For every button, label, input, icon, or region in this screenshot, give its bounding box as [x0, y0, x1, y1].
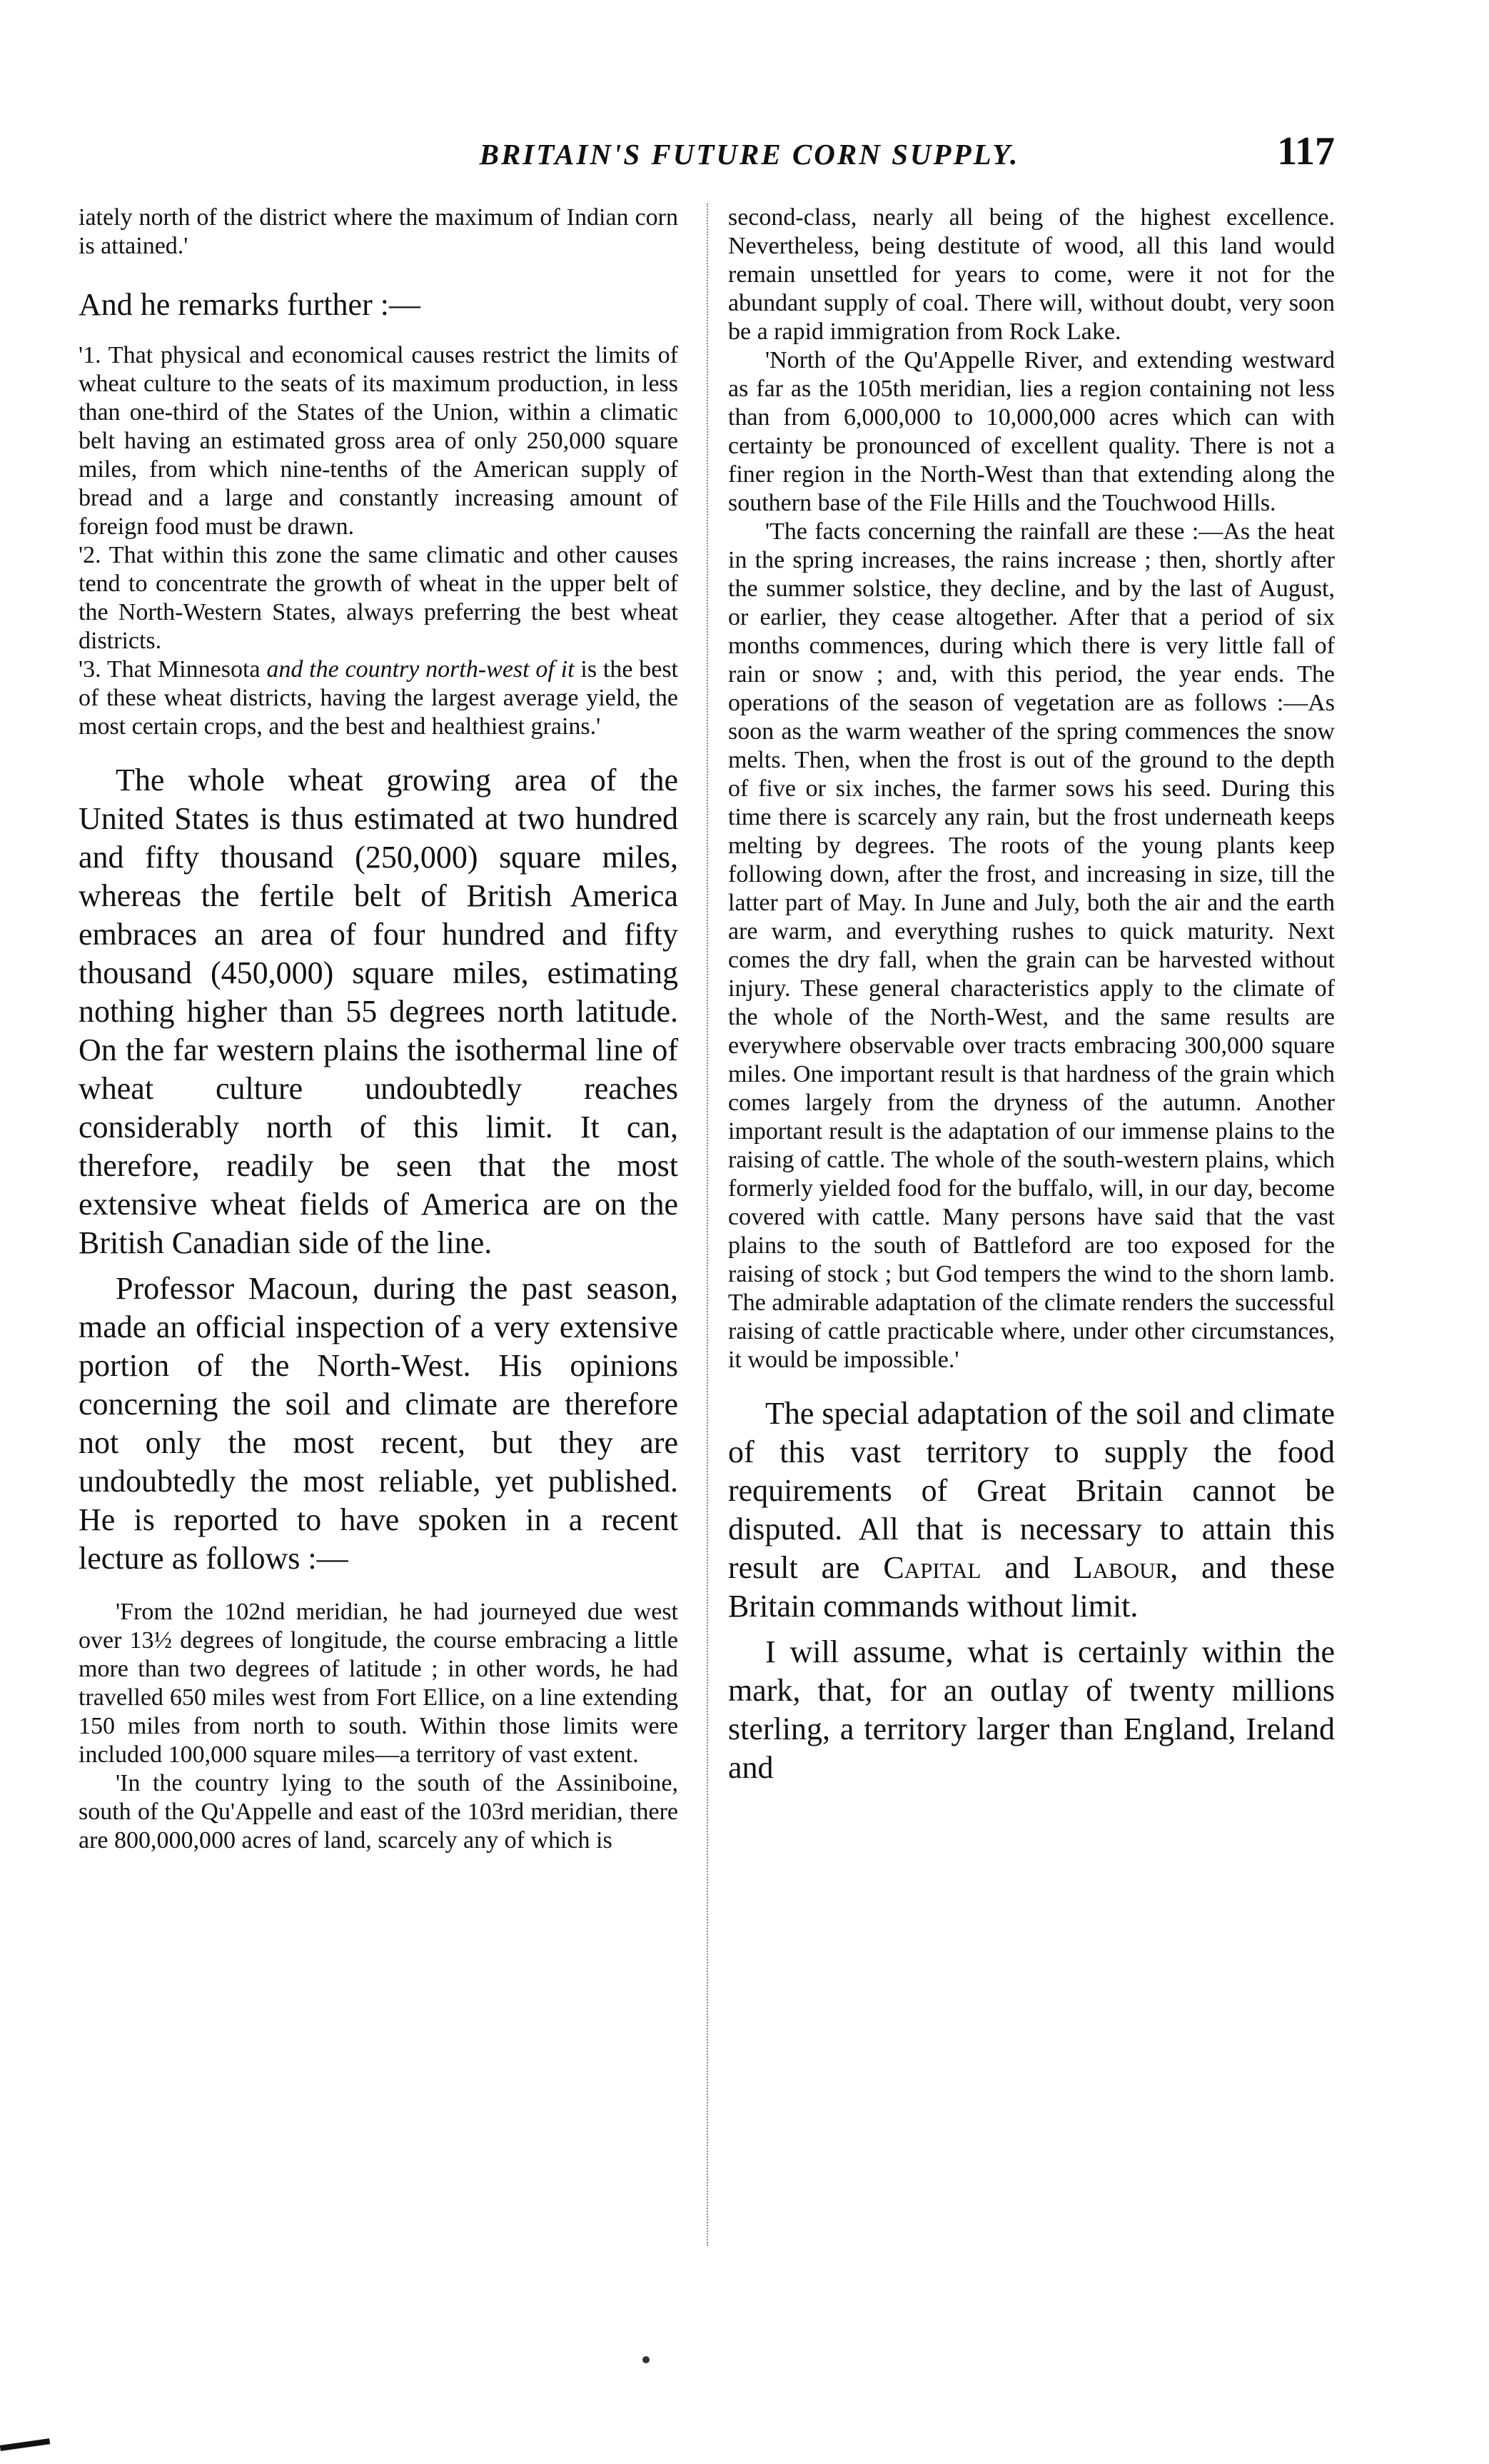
left-column — [79, 203, 678, 1855]
quote-qu-appelle: 'North of the Qu'Appelle River, and extending westward as far as the 105th meridian, lies a region containing not less than from 6,000,000 to 10,000,000 acres which can with certainty be pronounced of excellent quality. There is not a finer region in the North-West than that extending along the southern base of the File Hills and the Touchwood Hills. — [728, 347, 1335, 516]
paragraph-adaptation-end: , and these Britain commands without limit. — [728, 1550, 1335, 1624]
quote-assiniboine: 'In the country lying to the south of the Assiniboine, south of the Qu'Appelle and east of the 103rd meridian, there are 800,000,000 acres of land, scarcely any of which is — [79, 1770, 678, 1854]
quote-second-class: second-class, nearly all being of the highest excellence. Nevertheless, being destitute of wood, all this land would remain unsettled for years to come, were it not for the abundant supply of coal. There will, without doubt, very soon be a rapid immigration from Rock Lake. — [728, 204, 1335, 345]
capital-term: Capital — [883, 1550, 981, 1585]
labour-term: Labour — [1073, 1550, 1171, 1585]
paragraph-macoun: Professor Macoun, during the past season, made an official inspection of a very extensive portion of the North-West. His opinions concerning the soil and climate are therefore not only the most recent, but they are undoubtedly the most reliable, yet published. He is reported to have spoken in a recent lecture as follows :— — [79, 1271, 678, 1576]
ink-dot — [642, 2356, 650, 2363]
quote-point-3-end: is the best of these wheat districts, having the largest average yield, the most certain crops, and the best and healthiest grains.' — [79, 656, 679, 740]
quote-rainfall: 'The facts concerning the rainfall are these :—As the heat in the spring increases, the rains increase ; then, shortly after the summer solstice, they decline, and by the last of August, or earlier, they cease altogether. After that a period of six months commences, during which there is very little fall of rain or snow ; and, with this period, the year ends. The operations of the season of vegetation are as follows :—As soon as the warm weather of the spring commences the snow melts. Then, when the frost is out of the ground to the depth of five or six inches, the farmer sows his seed. During this time there is scarcely any rain, but the frost underneath keeps melting by degrees. The roots of the young plants keep following down, after the frost, and increasing in size, till the latter part of May. In June and July, both the air and the earth are warm, and everything rushes to quick maturity. Next comes the dry fall, when the grain can be harvested without injury. These general characteristics apply to the climate of the whole of the North-West, and the same results are everywhere observable over tracts embracing 300,000 square miles. One important result is that hardness of the grain which comes largely from the dryness of the autumn. Another important result is the adaptation of our immense plains to the raising of cattle. The whole of the south-western plains, which formerly yielded food for the buffalo, will, in our day, become covered with cattle. Many persons have said that the vast plains to the south of Battleford are too exposed for the raising of stock ; but God tempers the wind to the shorn lamb. The admirable adaptation of the climate renders the successful raising of cattle practicable where, under other circumstances, it would be impossible.' — [728, 518, 1335, 1373]
quote-meridian: 'From the 102nd meridian, he had journeyed due west over 13½ degrees of longitude, the course embracing a little more than two degrees of latitude ; in other words, he had travelled 650 miles west from Fort Ellice, on a line extending 150 miles from north to south. Within those limits were included 100,000 square miles—a territory of vast extent. — [79, 1599, 678, 1768]
page-header — [79, 129, 1335, 178]
running-title: BRITAIN'S FUTURE CORN SUPPLY. — [479, 138, 1020, 171]
and-word: and — [981, 1550, 1074, 1585]
quote-point-3 — [79, 655, 678, 741]
paragraph-adaptation-start: The special adaptation of the soil and climate of this vast territory to supply the food requirements of Great Britain cannot be disputed. All that is necessary to attain this result are — [728, 1396, 1335, 1585]
corner-mark — [0, 2438, 50, 2451]
quote-point-2: '2. That within this zone the same climatic and other causes tend to concentrate the growth of wheat in the upper belt of the North-Western States, always preferring the best wheat districts. — [79, 542, 678, 654]
page-number: 117 — [1277, 129, 1335, 174]
intro-line: And he remarks further :— — [79, 287, 420, 322]
right-column — [728, 203, 1335, 1787]
paragraph-adaptation — [728, 1394, 1335, 1626]
quote-point-3-italic: and the country north-west of it — [266, 656, 575, 683]
quote-point-3-start: '3. That Minnesota — [79, 656, 267, 683]
quote-point-1: '1. That physical and economical causes restrict the limits of wheat culture to the seats of its maximum production, in less than one-third of the States of the Union, within a climatic belt having an estimated gross area of only 250,000 square miles, from which nine-tenths of the American supply of bread and a large and constantly increasing amount of foreign food must be drawn. — [79, 342, 678, 540]
quote-continuation: iately north of the district where the maximum of Indian corn is attained.' — [79, 204, 678, 259]
paragraph-outlay: I will assume, what is certainly within the mark, that, for an outlay of twenty millions sterling, a territory larger than England, Ireland and — [728, 1634, 1335, 1785]
column-divider — [707, 203, 708, 2246]
paragraph-wheat-area: The whole wheat growing area of the United States is thus estimated at two hundred and fifty thousand (250,000) square miles, whereas the fertile belt of British America embraces an area of four hundred and fifty thousand (450,000) square miles, estimating nothing higher than 55 degrees north latitude. On the far western plains the isothermal line of wheat culture undoubtedly reaches considerably north of this limit. It can, therefore, readily be seen that the most extensive wheat fields of America are on the British Canadian side of the line. — [79, 763, 678, 1260]
